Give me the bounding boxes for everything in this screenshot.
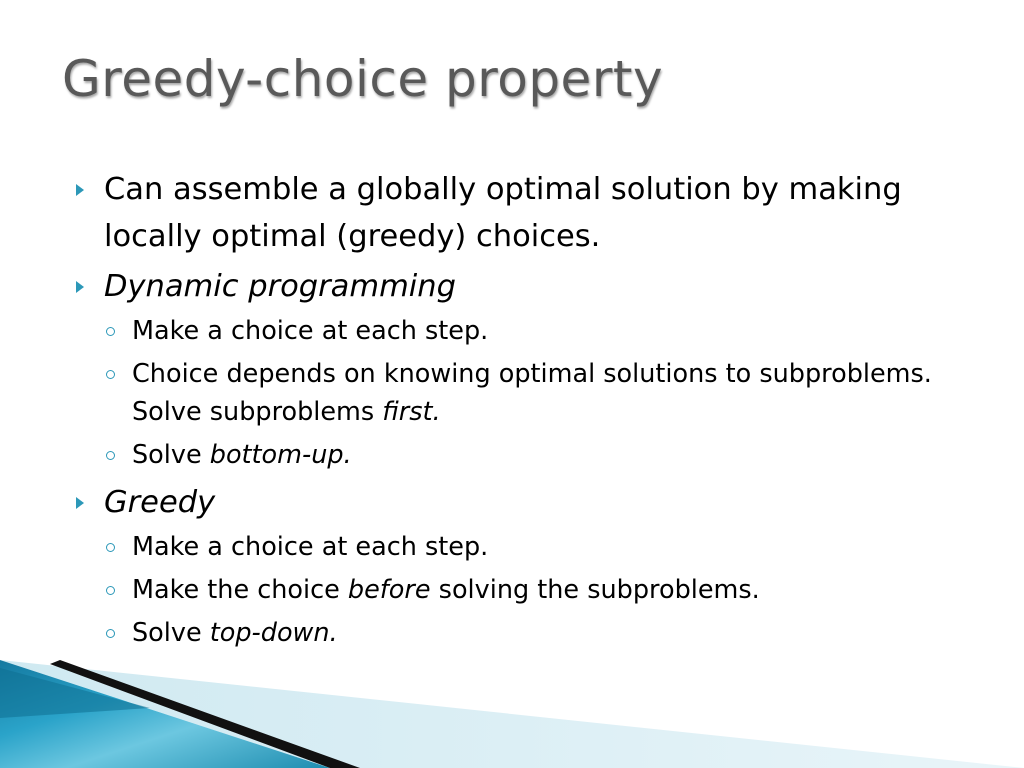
ring-icon bbox=[106, 586, 115, 595]
bullet-text: Greedy bbox=[104, 485, 216, 520]
right-triangle-icon bbox=[76, 184, 84, 196]
subbullet-emphasis: before bbox=[347, 575, 431, 605]
subbullet-text: Choice depends on knowing optimal solutions to subproblems. Solve subproblems bbox=[132, 359, 932, 427]
greedy-subbullet-choice bbox=[72, 528, 972, 566]
subbullet-text: Solve bbox=[132, 618, 210, 648]
bullet-greedy bbox=[72, 479, 972, 526]
subbullet-emphasis: top-down. bbox=[209, 618, 338, 648]
dp-subbullet-depends bbox=[72, 355, 972, 431]
subbullet-text-tail: solving the subproblems. bbox=[430, 575, 760, 605]
ring-icon bbox=[106, 543, 115, 552]
ring-icon bbox=[106, 629, 115, 638]
subbullet-emphasis: bottom-up. bbox=[209, 440, 352, 470]
bullet-dynamic-programming bbox=[72, 263, 972, 310]
bullet-text: Can assemble a globally optimal solution by making locally optimal (greedy) choices. bbox=[104, 172, 902, 254]
subbullet-text: Make a choice at each step. bbox=[132, 316, 489, 346]
slide-title: Greedy-choice property bbox=[62, 50, 664, 108]
decorative-wave bbox=[0, 638, 1024, 768]
right-triangle-icon bbox=[76, 281, 84, 293]
bullet-text: Dynamic programming bbox=[104, 269, 456, 304]
subbullet-text: Make a choice at each step. bbox=[132, 532, 489, 562]
ring-icon bbox=[106, 370, 115, 379]
greedy-subbullet-before bbox=[72, 571, 972, 609]
dp-subbullet-choice bbox=[72, 312, 972, 350]
bullet-greedy-assembly bbox=[72, 166, 972, 260]
subbullet-text: Make the choice bbox=[132, 575, 348, 605]
right-triangle-icon bbox=[76, 497, 84, 509]
ring-icon bbox=[106, 451, 115, 460]
subbullet-emphasis: first. bbox=[382, 397, 441, 427]
subbullet-text: Solve bbox=[132, 440, 210, 470]
ring-icon bbox=[106, 327, 115, 336]
dp-subbullet-bottom-up bbox=[72, 436, 972, 474]
slide-content bbox=[72, 166, 972, 657]
